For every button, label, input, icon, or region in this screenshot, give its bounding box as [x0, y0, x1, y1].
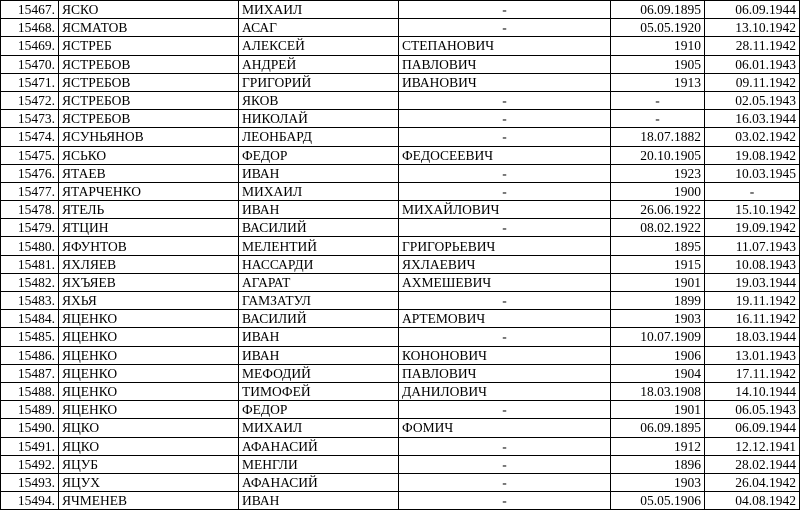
- table-row: [1, 219, 800, 237]
- last-name: ЯЦКО: [59, 437, 239, 455]
- death-date: 19.11.1942: [705, 292, 800, 310]
- first-name: МИХАИЛ: [239, 1, 399, 19]
- first-name: ЯКОВ: [239, 91, 399, 109]
- last-name: ЯСТРЕБОВ: [59, 110, 239, 128]
- record-number: 15483.: [1, 292, 59, 310]
- record-number: 15479.: [1, 219, 59, 237]
- death-date: 02.05.1943: [705, 91, 800, 109]
- first-name: ГАМЗАТУЛ: [239, 292, 399, 310]
- patronymic: -: [399, 455, 611, 473]
- record-number: 15492.: [1, 455, 59, 473]
- table-row: [1, 292, 800, 310]
- record-number: 15489.: [1, 401, 59, 419]
- death-date: 19.08.1942: [705, 146, 800, 164]
- record-number: 15491.: [1, 437, 59, 455]
- first-name: МИХАИЛ: [239, 182, 399, 200]
- record-number: 15467.: [1, 1, 59, 19]
- patronymic: АРТЕМОВИЧ: [399, 310, 611, 328]
- death-date: 04.08.1942: [705, 492, 800, 510]
- birth-date: 18.07.1882: [611, 128, 705, 146]
- record-number: 15478.: [1, 201, 59, 219]
- patronymic: -: [399, 164, 611, 182]
- birth-date: 1905: [611, 55, 705, 73]
- birth-date: 1903: [611, 473, 705, 491]
- record-number: 15488.: [1, 382, 59, 400]
- table-row: [1, 273, 800, 291]
- table-row: [1, 19, 800, 37]
- birth-date: 1901: [611, 401, 705, 419]
- birth-date: 05.05.1920: [611, 19, 705, 37]
- last-name: ЯСТРЕБОВ: [59, 55, 239, 73]
- first-name: ГРИГОРИЙ: [239, 73, 399, 91]
- patronymic: -: [399, 437, 611, 455]
- birth-date: 1899: [611, 292, 705, 310]
- death-date: 28.11.1942: [705, 37, 800, 55]
- record-number: 15487.: [1, 364, 59, 382]
- birth-date: 1895: [611, 237, 705, 255]
- last-name: ЯЦЕНКО: [59, 382, 239, 400]
- death-date: 15.10.1942: [705, 201, 800, 219]
- birth-date: 26.06.1922: [611, 201, 705, 219]
- patronymic: -: [399, 292, 611, 310]
- record-number: 15493.: [1, 473, 59, 491]
- birth-date: 1906: [611, 346, 705, 364]
- birth-date: 1923: [611, 164, 705, 182]
- patronymic: КОНОНОВИЧ: [399, 346, 611, 364]
- first-name: МИХАИЛ: [239, 419, 399, 437]
- table-row: [1, 91, 800, 109]
- last-name: ЯЦЕНКО: [59, 401, 239, 419]
- death-date: 28.02.1944: [705, 455, 800, 473]
- last-name: ЯХЪЯЕВ: [59, 273, 239, 291]
- birth-date: 20.10.1905: [611, 146, 705, 164]
- death-date: 11.07.1943: [705, 237, 800, 255]
- death-date: 10.08.1943: [705, 255, 800, 273]
- patronymic: -: [399, 91, 611, 109]
- table-row: [1, 492, 800, 510]
- patronymic: -: [399, 182, 611, 200]
- first-name: ИВАН: [239, 346, 399, 364]
- death-date: 06.05.1943: [705, 401, 800, 419]
- record-number: 15481.: [1, 255, 59, 273]
- death-date: 18.03.1944: [705, 328, 800, 346]
- table-row: [1, 201, 800, 219]
- first-name: МЕЛЕНТИЙ: [239, 237, 399, 255]
- last-name: ЯЦУБ: [59, 455, 239, 473]
- last-name: ЯФУНТОВ: [59, 237, 239, 255]
- first-name: ФЕДОР: [239, 401, 399, 419]
- first-name: АГАРАТ: [239, 273, 399, 291]
- last-name: ЯСМАТОВ: [59, 19, 239, 37]
- first-name: ТИМОФЕЙ: [239, 382, 399, 400]
- first-name: ИВАН: [239, 201, 399, 219]
- record-number: 15470.: [1, 55, 59, 73]
- patronymic: ЯХЛАЕВИЧ: [399, 255, 611, 273]
- record-number: 15475.: [1, 146, 59, 164]
- death-date: 12.12.1941: [705, 437, 800, 455]
- last-name: ЯЦЕНКО: [59, 328, 239, 346]
- birth-date: 06.09.1895: [611, 1, 705, 19]
- last-name: ЯСУНЬЯНОВ: [59, 128, 239, 146]
- table-row: [1, 346, 800, 364]
- last-name: ЯЦУХ: [59, 473, 239, 491]
- record-number: 15472.: [1, 91, 59, 109]
- patronymic: -: [399, 401, 611, 419]
- first-name: ИВАН: [239, 492, 399, 510]
- birth-date: 1896: [611, 455, 705, 473]
- last-name: ЯСТРЕБОВ: [59, 91, 239, 109]
- birth-date: 1900: [611, 182, 705, 200]
- table-row: [1, 437, 800, 455]
- patronymic: -: [399, 110, 611, 128]
- table-row: [1, 364, 800, 382]
- first-name: АЛЕКСЕЙ: [239, 37, 399, 55]
- table-row: [1, 110, 800, 128]
- birth-date: 1910: [611, 37, 705, 55]
- death-date: 26.04.1942: [705, 473, 800, 491]
- record-number: 15494.: [1, 492, 59, 510]
- death-date: 17.11.1942: [705, 364, 800, 382]
- table-row: [1, 382, 800, 400]
- birth-date: 10.07.1909: [611, 328, 705, 346]
- last-name: ЯЦЕНКО: [59, 310, 239, 328]
- last-name: ЯСКО: [59, 1, 239, 19]
- death-date: 10.03.1945: [705, 164, 800, 182]
- last-name: ЯЦЕНКО: [59, 346, 239, 364]
- last-name: ЯЧМЕНЕВ: [59, 492, 239, 510]
- first-name: ИВАН: [239, 328, 399, 346]
- table-row: [1, 146, 800, 164]
- first-name: АФАНАСИЙ: [239, 473, 399, 491]
- last-name: ЯХЛЯЕВ: [59, 255, 239, 273]
- first-name: ИВАН: [239, 164, 399, 182]
- birth-date: 06.09.1895: [611, 419, 705, 437]
- last-name: ЯЦЕНКО: [59, 364, 239, 382]
- death-date: 09.11.1942: [705, 73, 800, 91]
- death-date: 06.09.1944: [705, 1, 800, 19]
- table-row: [1, 255, 800, 273]
- birth-date: 1903: [611, 310, 705, 328]
- patronymic: -: [399, 19, 611, 37]
- birth-date: 1901: [611, 273, 705, 291]
- birth-date: 1904: [611, 364, 705, 382]
- patronymic: -: [399, 219, 611, 237]
- first-name: НАССАРДИ: [239, 255, 399, 273]
- death-date: 16.03.1944: [705, 110, 800, 128]
- death-date: 14.10.1944: [705, 382, 800, 400]
- patronymic: ДАНИЛОВИЧ: [399, 382, 611, 400]
- record-number: 15485.: [1, 328, 59, 346]
- birth-date: 08.02.1922: [611, 219, 705, 237]
- table-row: [1, 37, 800, 55]
- death-date: 19.03.1944: [705, 273, 800, 291]
- birth-date: 1915: [611, 255, 705, 273]
- patronymic: АХМЕШЕВИЧ: [399, 273, 611, 291]
- death-date: 06.09.1944: [705, 419, 800, 437]
- table-row: [1, 328, 800, 346]
- table-row: [1, 164, 800, 182]
- death-date: 06.01.1943: [705, 55, 800, 73]
- record-number: 15480.: [1, 237, 59, 255]
- birth-date: 1913: [611, 73, 705, 91]
- patronymic: ФЕДОСЕЕВИЧ: [399, 146, 611, 164]
- record-number: 15473.: [1, 110, 59, 128]
- last-name: ЯТЦИН: [59, 219, 239, 237]
- death-date: -: [705, 182, 800, 200]
- last-name: ЯТАРЧЕНКО: [59, 182, 239, 200]
- last-name: ЯХЬЯ: [59, 292, 239, 310]
- table-row: [1, 419, 800, 437]
- table-row: [1, 310, 800, 328]
- patronymic: -: [399, 1, 611, 19]
- last-name: ЯЦКО: [59, 419, 239, 437]
- death-date: 16.11.1942: [705, 310, 800, 328]
- patronymic: ФОМИЧ: [399, 419, 611, 437]
- record-number: 15484.: [1, 310, 59, 328]
- death-date: 13.10.1942: [705, 19, 800, 37]
- table-row: [1, 401, 800, 419]
- record-number: 15468.: [1, 19, 59, 37]
- first-name: МЕФОДИЙ: [239, 364, 399, 382]
- last-name: ЯСТРЕБ: [59, 37, 239, 55]
- first-name: ЛЕОНБАРД: [239, 128, 399, 146]
- birth-date: 18.03.1908: [611, 382, 705, 400]
- birth-date: 1912: [611, 437, 705, 455]
- last-name: ЯТЕЛЬ: [59, 201, 239, 219]
- table-row: [1, 473, 800, 491]
- patronymic: -: [399, 473, 611, 491]
- first-name: АНДРЕЙ: [239, 55, 399, 73]
- table-row: [1, 455, 800, 473]
- patronymic: -: [399, 492, 611, 510]
- death-date: 03.02.1942: [705, 128, 800, 146]
- record-number: 15486.: [1, 346, 59, 364]
- table-row: [1, 182, 800, 200]
- table-row: [1, 73, 800, 91]
- first-name: АФАНАСИЙ: [239, 437, 399, 455]
- table-row: [1, 1, 800, 19]
- last-name: ЯСЬКО: [59, 146, 239, 164]
- first-name: ВАСИЛИЙ: [239, 310, 399, 328]
- first-name: ВАСИЛИЙ: [239, 219, 399, 237]
- record-number: 15477.: [1, 182, 59, 200]
- patronymic: СТЕПАНОВИЧ: [399, 37, 611, 55]
- death-date: 13.01.1943: [705, 346, 800, 364]
- first-name: АСАГ: [239, 19, 399, 37]
- table-row: [1, 55, 800, 73]
- first-name: ФЕДОР: [239, 146, 399, 164]
- patronymic: -: [399, 328, 611, 346]
- record-number: 15490.: [1, 419, 59, 437]
- table-row: [1, 128, 800, 146]
- first-name: МЕНГЛИ: [239, 455, 399, 473]
- record-number: 15471.: [1, 73, 59, 91]
- table-row: [1, 237, 800, 255]
- record-number: 15474.: [1, 128, 59, 146]
- patronymic: МИХАЙЛОВИЧ: [399, 201, 611, 219]
- birth-date: 05.05.1906: [611, 492, 705, 510]
- birth-date: -: [611, 110, 705, 128]
- record-number: 15482.: [1, 273, 59, 291]
- last-name: ЯСТРЕБОВ: [59, 73, 239, 91]
- death-date: 19.09.1942: [705, 219, 800, 237]
- last-name: ЯТАЕВ: [59, 164, 239, 182]
- patronymic: ПАВЛОВИЧ: [399, 364, 611, 382]
- record-number: 15469.: [1, 37, 59, 55]
- birth-date: -: [611, 91, 705, 109]
- record-number: 15476.: [1, 164, 59, 182]
- patronymic: ГРИГОРЬЕВИЧ: [399, 237, 611, 255]
- patronymic: -: [399, 128, 611, 146]
- patronymic: ПАВЛОВИЧ: [399, 55, 611, 73]
- patronymic: ИВАНОВИЧ: [399, 73, 611, 91]
- records-table-body: [1, 1, 800, 510]
- first-name: НИКОЛАЙ: [239, 110, 399, 128]
